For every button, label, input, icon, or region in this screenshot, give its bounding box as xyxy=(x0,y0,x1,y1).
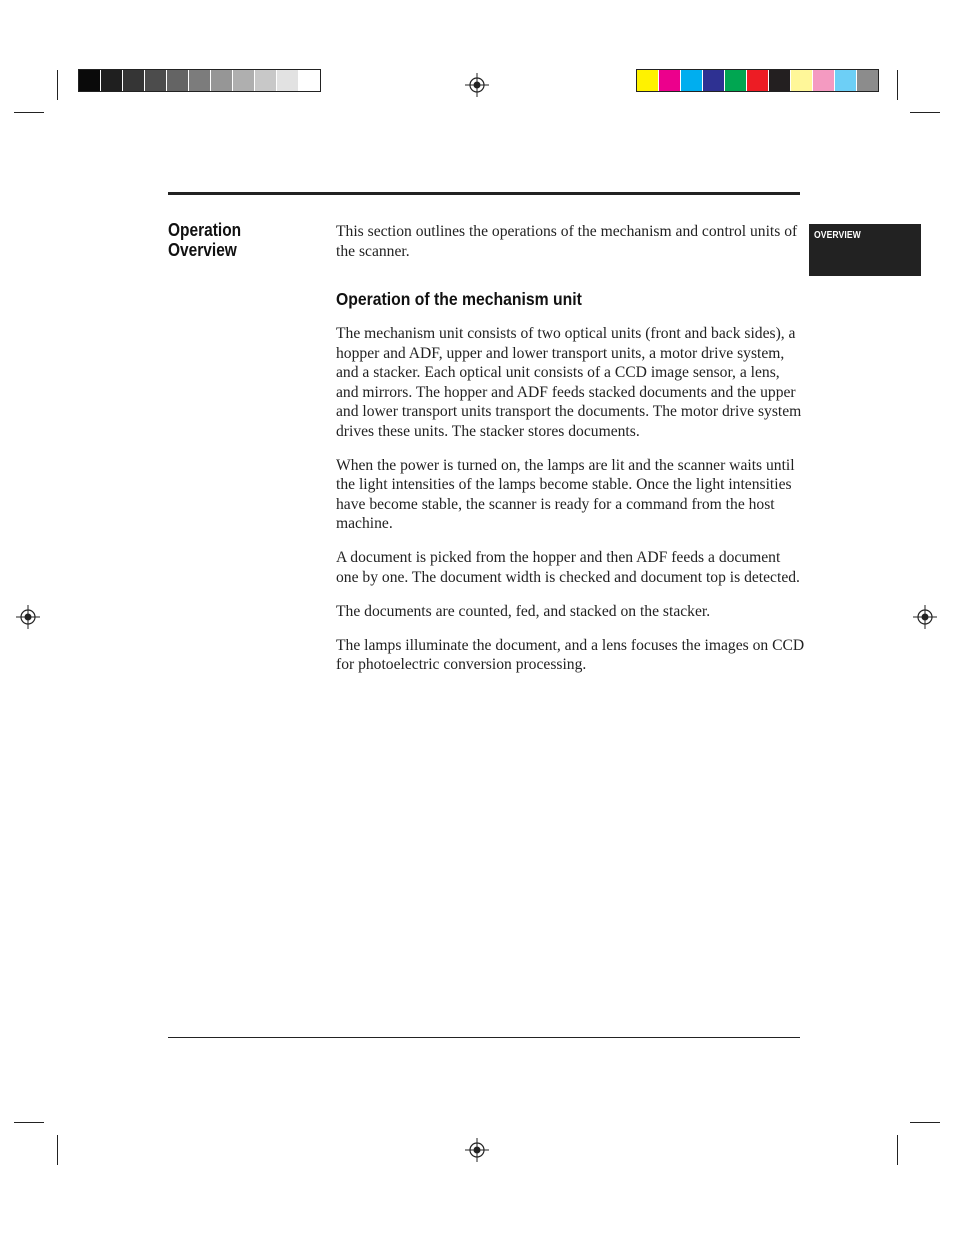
section-tab-label: OVERVIEW xyxy=(814,230,861,241)
color-swatch xyxy=(189,70,211,91)
color-swatch xyxy=(725,70,747,91)
body-paragraph: The mechanism unit consists of two optical units (front and back sides), a hopper and ADF, upper and lower transport units, a motor drive system, and a stacker. Each optical unit consists of a CCD image sensor, a lens, and mirrors. The hopper and ADF feeds stacked documents and the upper and lower transport units transport the documents. The motor drive system drives these units. The stacker stores documents. xyxy=(336,325,802,440)
section-heading-line: Overview xyxy=(168,240,237,260)
color-swatch xyxy=(79,70,101,91)
subsection-heading: Operation of the mechanism unit xyxy=(336,289,582,309)
intro-paragraph: This section outlines the operations of the mechanism and control units of the scanner. xyxy=(336,223,798,260)
color-swatch xyxy=(747,70,769,91)
color-swatch xyxy=(681,70,703,91)
crop-mark xyxy=(57,1135,58,1165)
crop-mark xyxy=(57,70,58,100)
color-swatch xyxy=(659,70,681,91)
top-rule xyxy=(168,192,800,195)
bottom-rule xyxy=(168,1037,800,1038)
crop-mark xyxy=(14,1122,44,1123)
body-paragraph: The lamps illuminate the document, and a lens focuses the images on CCD for photoelectric conversion processing. xyxy=(336,636,805,673)
crop-mark xyxy=(910,1122,940,1123)
color-swatch xyxy=(791,70,813,91)
color-swatch xyxy=(299,70,320,91)
grayscale-calibration-bar xyxy=(78,69,321,92)
color-swatch xyxy=(277,70,299,91)
body-paragraph: When the power is turned on, the lamps are lit and the scanner waits until the light intensities of the lamps become stable. Once the light intensities have become stable, the scanner is ready for a command from the host machine. xyxy=(336,456,795,532)
color-swatch xyxy=(167,70,189,91)
section-heading xyxy=(168,220,297,260)
section-heading-line: Operation xyxy=(168,220,242,240)
body-paragraph: A document is picked from the hopper and then ADF feeds a document one by one. The document width is checked and document top is detected. xyxy=(336,549,800,586)
registration-mark-icon xyxy=(16,605,40,629)
color-swatch xyxy=(255,70,277,91)
crop-mark xyxy=(14,112,44,113)
color-swatch xyxy=(857,70,878,91)
color-swatch xyxy=(123,70,145,91)
registration-mark-icon xyxy=(913,605,937,629)
color-swatch xyxy=(835,70,857,91)
color-swatch xyxy=(211,70,233,91)
section-tab xyxy=(809,224,921,276)
body-paragraph: The documents are counted, fed, and stacked on the stacker. xyxy=(336,602,711,620)
crop-mark xyxy=(897,70,898,100)
color-swatch xyxy=(233,70,255,91)
body-text-column xyxy=(336,222,806,689)
color-swatch xyxy=(637,70,659,91)
color-swatch xyxy=(145,70,167,91)
crop-mark xyxy=(897,1135,898,1165)
color-swatch xyxy=(101,70,123,91)
registration-mark-icon xyxy=(465,1138,489,1162)
registration-mark-icon xyxy=(465,73,489,97)
color-swatch xyxy=(769,70,791,91)
crop-mark xyxy=(910,112,940,113)
color-calibration-bar xyxy=(636,69,879,92)
color-swatch xyxy=(813,70,835,91)
color-swatch xyxy=(703,70,725,91)
